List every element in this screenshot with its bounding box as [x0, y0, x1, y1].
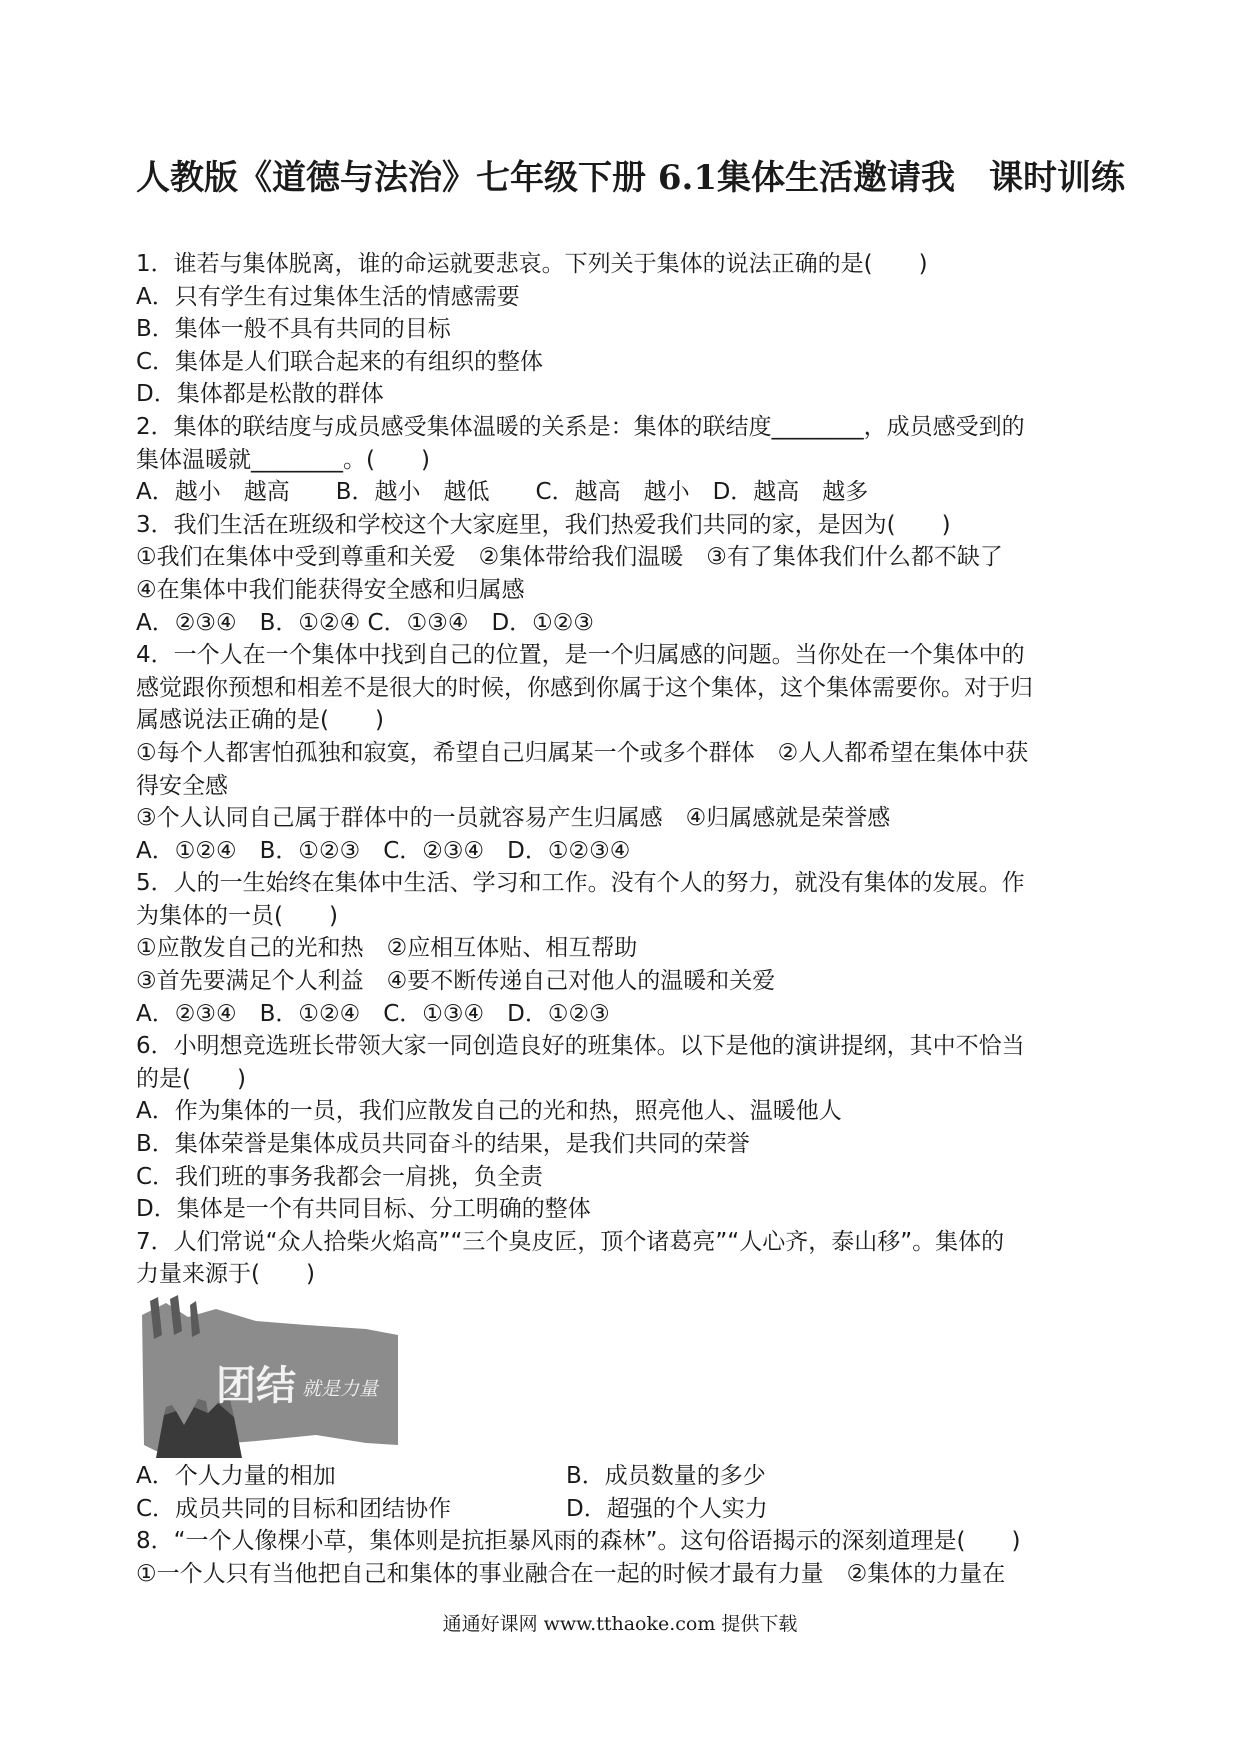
question-8 — [136, 1525, 1106, 1590]
question-line: 2．集体的联结度与成员感受集体温暖的关系是：集体的联结度________，成员感受到的 — [136, 413, 1025, 440]
question-2 — [136, 411, 1106, 509]
answer-option: A．个人力量的相加 — [136, 1463, 336, 1489]
question-1 — [136, 248, 1106, 411]
question-line: 4．一个人在一个集体中找到自己的位置，是一个归属感的问题。当你处在一个集体中的 — [136, 642, 1025, 669]
question-line: ①我们在集体中受到尊重和关爱 ②集体带给我们温暖 ③有了集体我们什么都不缺了 — [136, 544, 1003, 571]
question-list — [136, 248, 1106, 1590]
question-line: B．集体一般不具有共同的目标 — [136, 316, 451, 343]
question-line: 3．我们生活在班级和学校这个大家庭里，我们热爱我们共同的家，是因为( ) — [136, 511, 951, 538]
footer-credit: 通通好课网 www.tthaoke.com 提供下载 — [442, 1613, 798, 1635]
question-line: 的是( ) — [136, 1065, 246, 1092]
unity-banner-small-text: 就是力量 — [302, 1378, 379, 1400]
question-line: ①每个人都害怕孤独和寂寞，希望自己归属某一个或多个群体 ②人人都希望在集体中获 — [136, 739, 1029, 766]
question-3 — [136, 509, 1106, 639]
page-title: 人教版《道德与法治》七年级下册 6.1集体生活邀请我 课时训练 — [136, 158, 1125, 198]
question-line: A．②③④ B．①②④ C．①③④ D．①②③ — [136, 609, 595, 636]
answer-option: D．超强的个人实力 — [566, 1495, 768, 1522]
question-line: ④在集体中我们能获得安全感和归属感 — [136, 576, 525, 603]
unity-banner-illustration — [136, 1295, 400, 1458]
question-6 — [136, 1030, 1106, 1226]
question-4 — [136, 639, 1106, 867]
question-line: 8．“一个人像棵小草，集体则是抗拒暴风雨的森林”。这句俗语揭示的深刻道理是( ) — [136, 1528, 1021, 1555]
question-line: A．越小 越高 B．越小 越低 C．越高 越小 D．越高 越多 — [136, 479, 869, 506]
option-row — [136, 1493, 1106, 1526]
question-line: 5．人的一生始终在集体中生活、学习和工作。没有个人的努力，就没有集体的发展。作 — [136, 870, 1025, 897]
question-line: 感觉跟你预想和相差不是很大的时候，你感到你属于这个集体，这个集体需要你。对于归 — [136, 674, 1033, 701]
answer-option: B．成员数量的多少 — [566, 1463, 766, 1489]
question-line: 力量来源于( ) — [136, 1261, 315, 1288]
question-line: A．只有学生有过集体生活的情感需要 — [136, 283, 520, 310]
question-line: 为集体的一员( ) — [136, 902, 338, 929]
question-line: 7．人们常说“众人拾柴火焰高”“三个臭皮匠，顶个诸葛亮”“人心齐，泰山移”。集体的 — [136, 1228, 1005, 1255]
question-line: A．②③④ B．①②④ C．①③④ D．①②③ — [136, 1000, 610, 1027]
unity-banner-image — [136, 1295, 400, 1458]
question-7 — [136, 1226, 1106, 1525]
question-line: B．集体荣誉是集体成员共同奋斗的结果，是我们共同的荣誉 — [136, 1131, 750, 1158]
question-line: A．①②④ B．①②③ C．②③④ D．①②③④ — [136, 837, 631, 864]
question-line: ③个人认同自己属于群体中的一员就容易产生归属感 ④归属感就是荣誉感 — [136, 805, 891, 832]
question-line: 1．谁若与集体脱离，谁的命运就要悲哀。下列关于集体的说法正确的是( ) — [136, 251, 928, 277]
question-line: 得安全感 — [136, 772, 228, 799]
question-line: C．集体是人们联合起来的有组织的整体 — [136, 348, 544, 375]
question-line: D．集体都是松散的群体 — [136, 381, 384, 408]
question-line: 属感说法正确的是( ) — [136, 707, 384, 734]
question-line: ①一个人只有当他把自己和集体的事业融合在一起的时候才最有力量 ②集体的力量在 — [136, 1560, 1006, 1587]
question-5 — [136, 867, 1106, 1030]
answer-option: C．成员共同的目标和团结协作 — [136, 1495, 452, 1522]
unity-banner-big-text: 团结 — [216, 1362, 296, 1409]
question-line: 集体温暖就________。( ) — [136, 446, 430, 473]
question-line: ①应散发自己的光和热 ②应相互体贴、相互帮助 — [136, 935, 638, 962]
option-row — [136, 1460, 1106, 1493]
question-line: 6．小明想竞选班长带领大家一同创造良好的班集体。以下是他的演讲提纲，其中不恰当 — [136, 1033, 1025, 1060]
question-line: D．集体是一个有共同目标、分工明确的整体 — [136, 1196, 591, 1223]
question-line: A．作为集体的一员，我们应散发自己的光和热，照亮他人、温暖他人 — [136, 1098, 842, 1125]
question-line: ③首先要满足个人利益 ④要不断传递自己对他人的温暖和关爱 — [136, 968, 776, 995]
question-line: C．我们班的事务我都会一肩挑，负全责 — [136, 1163, 544, 1190]
